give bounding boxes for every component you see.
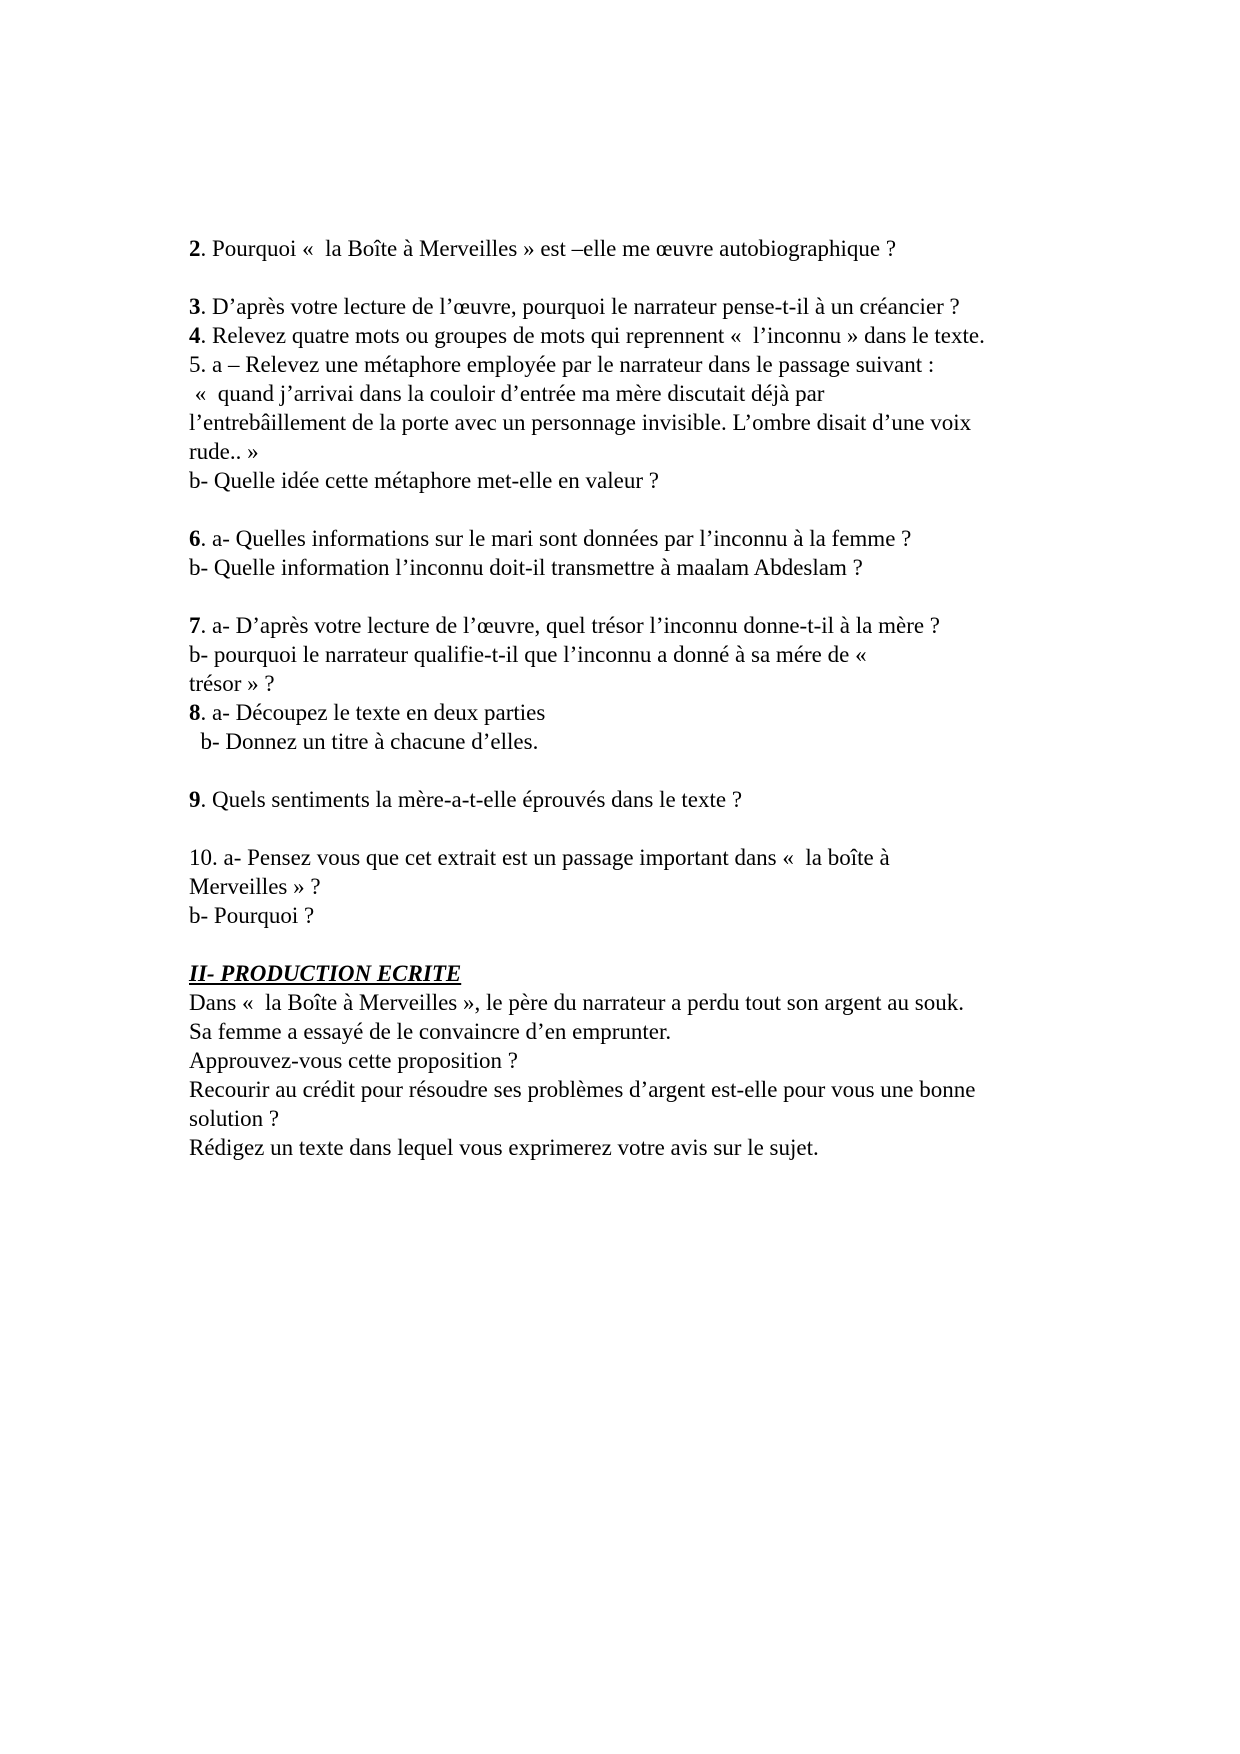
- production-line: Sa femme a essayé de le convaincre d’en emprunter.: [189, 1019, 672, 1044]
- production-line: Approuvez-vous cette proposition ?: [189, 1048, 518, 1073]
- section-heading: II- PRODUCTION ECRITE: [189, 961, 462, 986]
- question-5a: 5. a – Relevez une métaphore employée par le narrateur dans le passage suivant :: [189, 352, 935, 377]
- question-text: . a- Quelles informations sur le mari sont données par l’inconnu à la femme ?: [200, 526, 912, 551]
- question-text: . Quels sentiments la mère-a-t-elle éprouvés dans le texte ?: [200, 787, 743, 812]
- question-number: 6: [189, 526, 201, 551]
- question-number: 2: [189, 236, 201, 261]
- question-10b: b- Pourquoi ?: [189, 903, 315, 928]
- question-7a: [189, 611, 1089, 640]
- question-8b: b- Donnez un titre à chacune d’elles.: [189, 729, 539, 754]
- question-7b-cont: trésor » ?: [189, 671, 275, 696]
- question-4: [189, 321, 1089, 350]
- question-text: . Pourquoi « la Boîte à Merveilles » est –elle me œuvre autobiographique ?: [200, 236, 897, 261]
- question-7b: b- pourquoi le narrateur qualifie-t-il que l’inconnu a donné à sa mére de «: [189, 642, 867, 667]
- spacer: [189, 495, 1089, 524]
- quote-line: « quand j’arrivai dans la couloir d’entrée ma mère discutait déjà par: [189, 381, 825, 406]
- question-6a: [189, 524, 1089, 553]
- spacer: [189, 814, 1089, 843]
- question-9: [189, 785, 1089, 814]
- question-number: 7: [189, 613, 201, 638]
- question-text: . Relevez quatre mots ou groupes de mots qui reprennent « l’inconnu » dans le texte.: [200, 323, 985, 348]
- quote-line: rude.. »: [189, 439, 259, 464]
- quote-line: l’entrebâillement de la porte avec un personnage invisible. L’ombre disait d’une voix: [189, 410, 972, 435]
- document-body: [189, 234, 1089, 1162]
- question-text: . D’après votre lecture de l’œuvre, pourquoi le narrateur pense-t-il à un créancier ?: [200, 294, 960, 319]
- spacer: [189, 263, 1089, 292]
- production-line: Dans « la Boîte à Merveilles », le père du narrateur a perdu tout son argent au souk.: [189, 990, 964, 1015]
- production-line: Recourir au crédit pour résoudre ses problèmes d’argent est-elle pour vous une bonne: [189, 1077, 976, 1102]
- question-2: [189, 234, 1089, 263]
- question-number: 3: [189, 294, 201, 319]
- question-number: 9: [189, 787, 201, 812]
- spacer: [189, 930, 1089, 959]
- question-text: . a- D’après votre lecture de l’œuvre, quel trésor l’inconnu donne-t-il à la mère ?: [200, 613, 941, 638]
- question-number: 4: [189, 323, 201, 348]
- question-10a-cont: Merveilles » ?: [189, 874, 321, 899]
- spacer: [189, 756, 1089, 785]
- question-3: [189, 292, 1089, 321]
- production-line: solution ?: [189, 1106, 280, 1131]
- question-5b: b- Quelle idée cette métaphore met-elle en valeur ?: [189, 468, 659, 493]
- question-8a: [189, 698, 1089, 727]
- production-line: Rédigez un texte dans lequel vous exprimerez votre avis sur le sujet.: [189, 1135, 819, 1160]
- question-text: . a- Découpez le texte en deux parties: [200, 700, 546, 725]
- question-10a: 10. a- Pensez vous que cet extrait est un passage important dans « la boîte à: [189, 845, 890, 870]
- question-number: 8: [189, 700, 201, 725]
- spacer: [189, 582, 1089, 611]
- question-6b: b- Quelle information l’inconnu doit-il transmettre à maalam Abdeslam ?: [189, 555, 863, 580]
